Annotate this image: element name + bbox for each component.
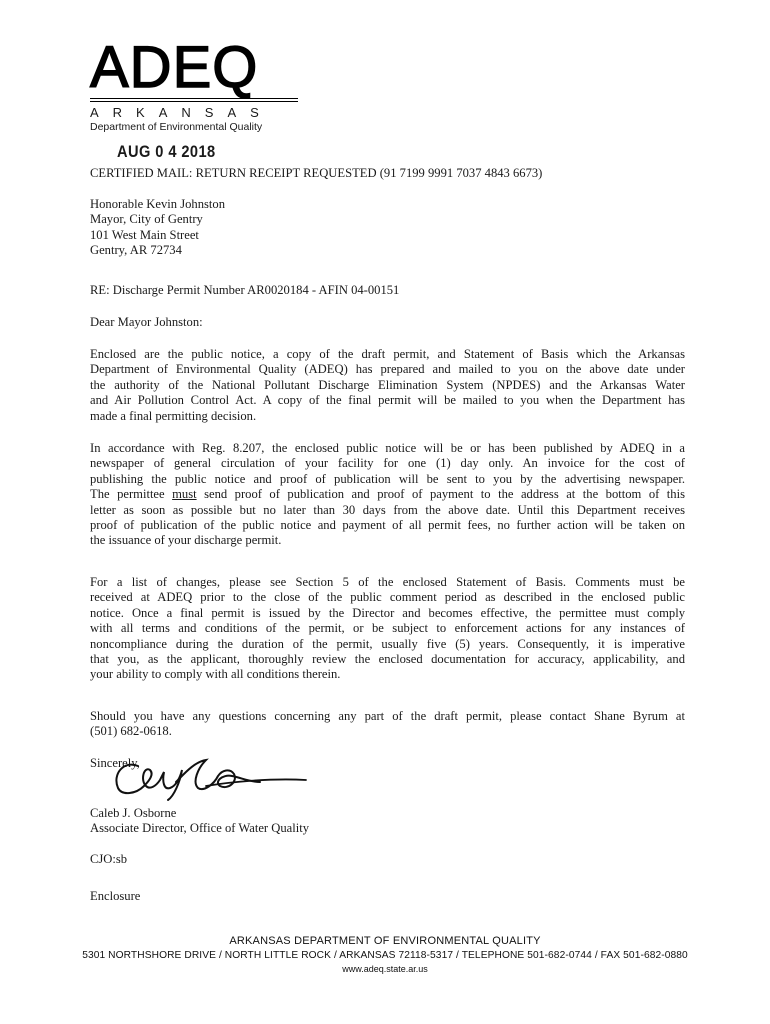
logo-rule-thin: [90, 101, 298, 102]
paragraph-line: letter as soon as possible but no later than 30 days from the above date. Until this Department receives: [90, 502, 685, 517]
paragraph-enclosures: [90, 347, 685, 424]
paragraph-line: For a list of changes, please see Section 5 of the enclosed Statement of Basis. Comments must be: [90, 575, 685, 589]
logo-wordmark: ADEQ: [90, 35, 259, 100]
adeq-logo: [90, 35, 310, 133]
paragraph-line: Should you have any questions concerning any part of the draft permit, please contact Shane Byrum at: [90, 709, 685, 723]
paragraph-line: Enclosed are the public notice, a copy of the draft permit, and Statement of Basis which the Arkansas: [90, 347, 685, 361]
address-line: Mayor, City of Gentry: [90, 212, 203, 227]
footer-website: www.adeq.state.ar.us: [342, 964, 428, 974]
paragraph-line-permittee: [90, 487, 685, 502]
signer-name: Caleb J. Osborne: [90, 806, 177, 820]
logo-department-name: Department of Environmental Quality: [90, 121, 263, 133]
signer-block: [90, 806, 685, 837]
paragraph-line: the issuance of your discharge permit.: [90, 533, 282, 548]
address-line: 101 West Main Street: [90, 227, 199, 242]
must-emphasis: must: [172, 487, 197, 502]
logo-state-name: ARKANSAS: [90, 105, 273, 120]
signer-title: Associate Director, Office of Water Quality: [90, 821, 310, 836]
date-stamp: AUG 0 4 2018: [117, 142, 216, 161]
permittee-lead: The permittee: [90, 487, 165, 502]
paragraph-line: and Air Pollution Control Act. A copy of the final permit will be mailed to you when the Department has: [90, 393, 685, 408]
enclosure-note: Enclosure: [90, 889, 141, 903]
salutation: Dear Mayor Johnston:: [90, 315, 203, 329]
closing: Sincerely,: [90, 756, 140, 770]
footer-address: 5301 NORTHSHORE DRIVE / NORTH LITTLE ROCK / ARKANSAS 72118-5317 / TELEPHONE 501-682-0744 / FAX 501-682-0880: [82, 950, 688, 961]
paragraph-line: Department of Environmental Quality (ADEQ) has prepared and mailed to you on the above date under: [90, 362, 685, 377]
footer-org: ARKANSAS DEPARTMENT OF ENVIRONMENTAL QUALITY: [229, 935, 541, 947]
paragraph-line: your ability to comply with all conditions therein.: [90, 667, 341, 682]
address-line: Honorable Kevin Johnston: [90, 197, 226, 211]
paragraph-line: noncompliance during the duration of the permit, usually five (5) years. Consequently, it is imperative: [90, 636, 685, 651]
paragraph-line: newspaper of general circulation of your facility for one (1) day only. An invoice for the cost of: [90, 456, 685, 471]
paragraph-changes: [90, 575, 685, 683]
paragraph-line: proof of publication of the public notice and payment of all permit fees, no further action will be taken on: [90, 518, 685, 533]
permittee-rest: send proof of publication and proof of payment to the address at the bottom of this: [204, 487, 685, 502]
paragraph-line: the authority of the National Pollutant Discharge Elimination System (NPDES) and the Arkansas Water: [90, 377, 685, 392]
paragraph-line: (501) 682-0618.: [90, 724, 172, 739]
handwritten-signature: [110, 752, 310, 804]
paragraph-publication: [90, 441, 685, 549]
recipient-address: [90, 197, 685, 259]
paragraph-line: publishing the public notice and proof of publication will be sent to you by the advertising newspaper.: [90, 471, 685, 486]
paragraph-line: received at ADEQ prior to the close of the public comment period as described in the enclosed public: [90, 590, 685, 605]
paragraph-line: In accordance with Reg. 8.207, the enclosed public notice will be or has been published by ADEQ in a: [90, 441, 685, 455]
paragraph-line: with all terms and conditions of the permit, or be subject to enforcement actions for any instances of: [90, 621, 685, 636]
paragraph-line: that you, as the applicant, thoroughly review the enclosed documentation for accuracy, applicability, and: [90, 652, 685, 667]
paragraph-line: made a final permitting decision.: [90, 408, 257, 423]
paragraph-contact: [90, 709, 685, 740]
subject-line: RE: Discharge Permit Number AR0020184 - AFIN 04-00151: [90, 283, 400, 297]
typist-initials: CJO:sb: [90, 852, 128, 866]
paragraph-line: notice. Once a final permit is issued by the Director and becomes effective, the permittee must comply: [90, 605, 685, 620]
address-line: Gentry, AR 72734: [90, 243, 182, 258]
certified-mail-line: CERTIFIED MAIL: RETURN RECEIPT REQUESTED (91 7199 9991 7037 4843 6673): [90, 166, 543, 180]
